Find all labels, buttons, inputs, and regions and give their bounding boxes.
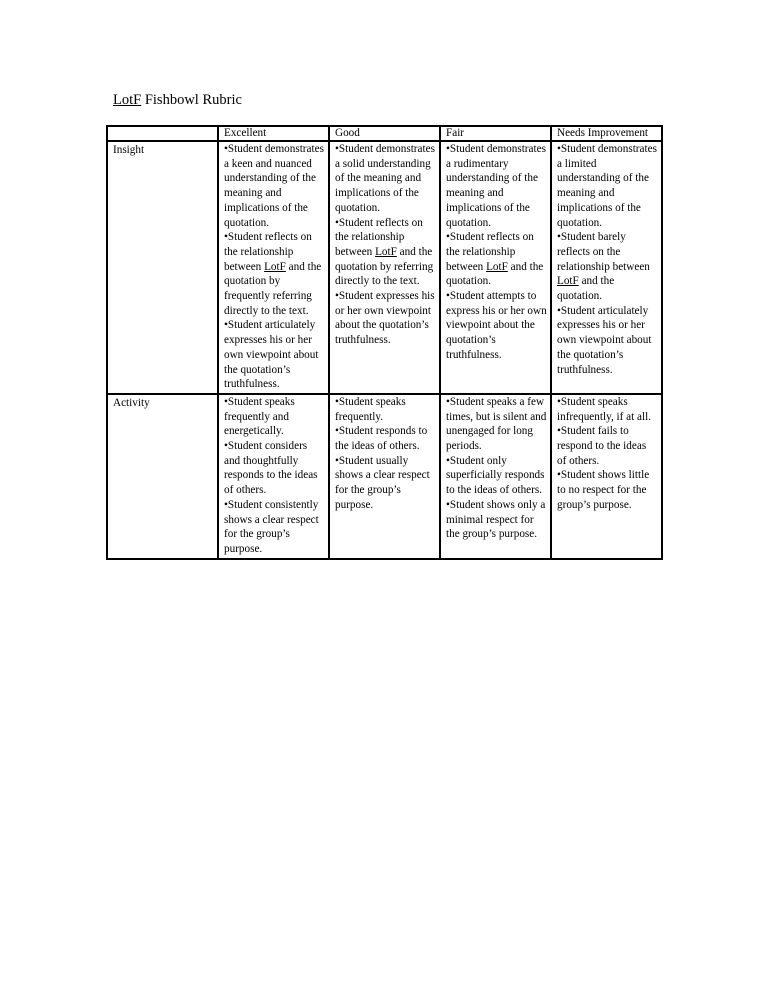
- criterion-point: •Student shows little to no respect for the group’s purpose.: [557, 469, 650, 511]
- page-title: [113, 91, 242, 109]
- criterion-point: •Student shows only a minimal respect for the group’s purpose.: [446, 498, 546, 541]
- cell-activity-fair: [440, 394, 551, 559]
- row-label-activity: Activity: [107, 394, 218, 559]
- row-insight: [107, 141, 662, 394]
- criterion-point: •Student considers and thoughtfully responds to the ideas of others.: [224, 440, 318, 497]
- header-cell-fair: Fair: [440, 126, 551, 141]
- criterion-point: •Student only superficially responds to the ideas of others.: [446, 454, 545, 497]
- criterion-point: •Student demonstrates a solid understanding of the meaning and implications of the quotation.: [335, 143, 435, 214]
- criterion-point: •Student speaks frequently.: [335, 395, 406, 423]
- cell-insight-fair: [440, 141, 551, 394]
- criterion-point: •Student articulately expresses his or her own viewpoint about the quotation’s truthfulness.: [557, 304, 652, 376]
- criterion-point: •Student speaks infrequently, if at all.: [557, 395, 652, 423]
- criterion-point: •Student demonstrates a keen and nuanced understanding of the meaning and implications of the quotation.: [224, 143, 324, 229]
- cell-activity-needs-improvement: [551, 394, 662, 559]
- criterion-point: •Student articulately expresses his or her own viewpoint about the quotation’s truthfulness.: [224, 319, 319, 391]
- cell-insight-excellent: [218, 141, 329, 394]
- criterion-point: •Student fails to respond to the ideas of others.: [557, 425, 647, 467]
- header-cell-needs-improvement: Needs Improvement: [551, 126, 662, 141]
- criterion-point: •Student speaks frequently and energetically.: [224, 395, 295, 438]
- cell-insight-needs-improvement: [551, 141, 662, 394]
- cell-insight-good: [329, 141, 440, 394]
- title-text: Fishbowl Rubric: [141, 92, 242, 108]
- header-cell-excellent: Excellent: [218, 126, 329, 141]
- criterion-point: •Student attempts to express his or her own viewpoint about the quotation’s truthfulness.: [446, 290, 547, 361]
- criterion-point: •Student demonstrates a limited understanding of the meaning and implications of the quotation.: [557, 143, 657, 229]
- criterion-point: •Student responds to the ideas of others.: [335, 425, 428, 453]
- criterion-point: •Student reflects on the relationship between LotF and the quotation by frequently referring directly to the text.: [224, 231, 322, 317]
- criterion-point: •Student usually shows a clear respect for the group’s purpose.: [335, 454, 430, 511]
- criterion-point: •Student demonstrates a rudimentary understanding of the meaning and implications of the quotation.: [446, 143, 546, 229]
- title-abbreviation: LotF: [113, 92, 142, 108]
- criterion-point: •Student consistently shows a clear respect for the group’s purpose.: [224, 498, 319, 555]
- criterion-point: •Student speaks a few times, but is silent and unengaged for long periods.: [446, 395, 547, 453]
- header-row: [107, 126, 662, 141]
- cell-activity-good: [329, 394, 440, 559]
- row-activity: [107, 394, 662, 559]
- rubric-table: [106, 125, 663, 560]
- criterion-point: •Student reflects on the relationship between LotF and the quotation by referring directly to the text.: [335, 216, 434, 288]
- cell-activity-excellent: [218, 394, 329, 559]
- header-cell-blank: [107, 126, 218, 141]
- header-cell-good: Good: [329, 126, 440, 141]
- criterion-point: •Student reflects on the relationship between LotF and the quotation.: [446, 231, 544, 288]
- row-label-insight: Insight: [107, 141, 218, 394]
- criterion-point: •Student expresses his or her own viewpoint about the quotation’s truthfulness.: [335, 290, 435, 347]
- criterion-point: •Student barely reflects on the relationship between LotF and the quotation.: [557, 231, 650, 303]
